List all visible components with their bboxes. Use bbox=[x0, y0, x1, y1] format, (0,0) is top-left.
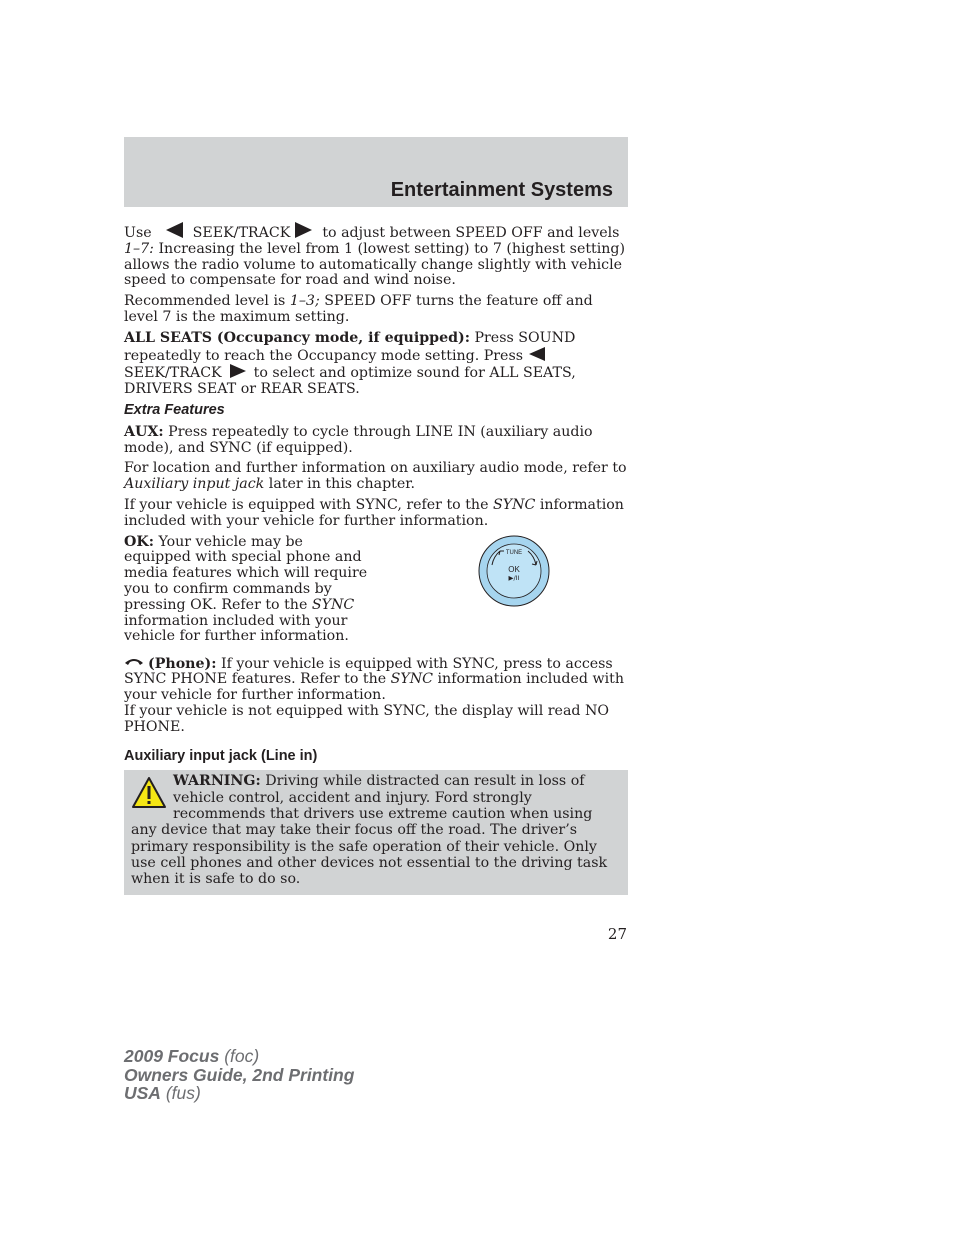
phone-icon bbox=[124, 657, 144, 667]
chapter-header-band bbox=[124, 137, 628, 207]
knob-ok-label: OK bbox=[508, 564, 520, 574]
tune-ok-knob-icon bbox=[478, 535, 550, 607]
extra-features-heading: Extra Features bbox=[124, 401, 225, 418]
seek-left-icon bbox=[166, 222, 183, 238]
ok-paragraph: OK: Your vehicle may be equipped with special phone and media features which will require you to confirm commands by pressing OK. Refer to the SYNC information included with your vehicle for further information. bbox=[124, 533, 368, 645]
knob-play-label: ▶/II bbox=[508, 573, 520, 582]
warning-box: WARNING: Driving while distracted can result in loss of vehicle control, accident and injury. Ford strongly recommends that drivers use extreme caution when using any device that may take their focus off the road. The driver’s primary responsibility is the safe operation of their vehicle. Only use cell phones and other devices not essential to the driving task when it is safe to do so. bbox=[124, 770, 628, 895]
chapter-title: Entertainment Systems bbox=[390, 179, 613, 201]
knob-tune-label: TUNE bbox=[505, 549, 523, 556]
seek-left-icon bbox=[529, 347, 545, 361]
warning-triangle-icon bbox=[131, 776, 167, 810]
location-paragraph: For location and further information on auxiliary audio mode, refer to Auxiliary input jack later in this chapter. bbox=[124, 460, 627, 493]
aux-jack-heading: Auxiliary input jack (Line in) bbox=[124, 747, 318, 764]
seek-right-icon bbox=[295, 222, 312, 238]
footer: 2009 Focus (foc) Owners Guide, 2nd Printing USA (fus) bbox=[124, 1046, 355, 1103]
page-number: 27 bbox=[607, 925, 627, 943]
aux-paragraph: AUX: Press repeatedly to cycle through LINE IN (auxiliary audio mode), and SYNC (if equipped). bbox=[124, 423, 593, 456]
recommended-paragraph: Recommended level is 1–3; SPEED OFF turns the feature off and level 7 is the maximum setting. bbox=[124, 293, 593, 325]
ok-section bbox=[124, 535, 628, 653]
sync-paragraph: If your vehicle is equipped with SYNC, refer to the SYNC information included with your vehicle for further information. bbox=[124, 496, 624, 529]
speed-paragraph: Use SEEK/TRACK to adjust between SPEED OFF and levels 1–7: Increasing the level from 1 (lowest setting) to 7 (highest setting) allows the radio volume to automatically change slightly with vehicle speed to compensate for road and wind noise. bbox=[124, 222, 628, 289]
all-seats-paragraph: ALL SEATS (Occupancy mode, if equipped): Press SOUND repeatedly to reach the Occupancy mode setting. Press SEEK/TRACK to select and optimize sound for ALL SEATS, DRIVERS SEAT or REAR SEATS. bbox=[124, 329, 576, 398]
seek-right-icon bbox=[230, 364, 246, 378]
page-content bbox=[124, 222, 628, 895]
phone-paragraph: (Phone): If your vehicle is equipped with SYNC, press to access SYNC PHONE features. Refer to the SYNC information included with your vehicle for further information. If your vehicle is not equipped with SYNC, the display will read NO PHONE. bbox=[124, 655, 624, 735]
